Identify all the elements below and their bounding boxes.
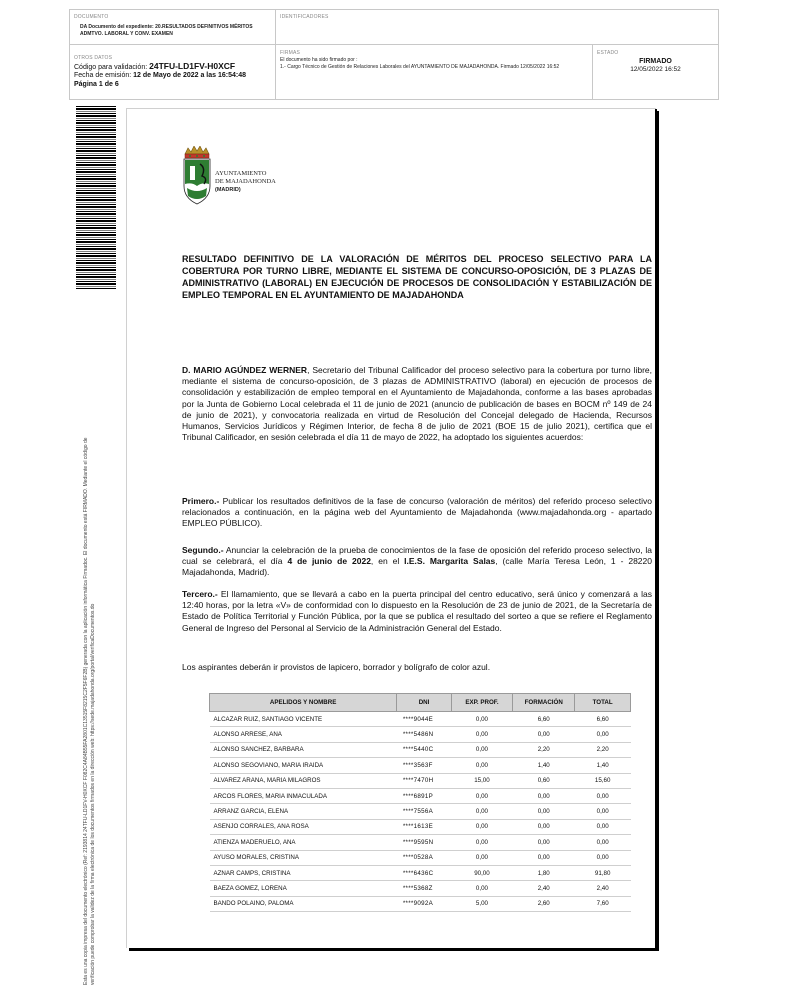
tercero-paragraph	[182, 589, 652, 634]
fecha-prefix: Fecha de emisión:	[74, 72, 132, 79]
table-row	[210, 819, 631, 834]
side-legal-text-1: Esta es una copia impresa del documento electrónico (Ref: 2193814 24TFU-LD1FV-H0XCF F082C4A84B55FA2801C13515F8215C2F5F6F2B) generada con la aplicación informática Firmadoc. El documento está FIRMADO. Mediante el código de	[83, 437, 89, 985]
cell-formacion: 1,80	[513, 865, 575, 880]
cell-exp: 5,00	[451, 896, 512, 911]
cell-total: 0,00	[575, 835, 631, 850]
cell-dni: ****7556A	[397, 804, 451, 819]
segundo-text1: Anunciar la celebración de la prueba de conocimientos de la fase de oposición del referido proceso selectivo, la cual se celebrará, el día	[182, 545, 652, 567]
cell-total: 2,40	[575, 881, 631, 896]
municipality-line1: AYUNTAMIENTO	[215, 170, 267, 177]
intro-paragraph	[182, 365, 652, 443]
header-name: APELIDOS Y NOMBRE	[210, 694, 397, 712]
cell-exp: 0,00	[451, 788, 512, 803]
table-row	[210, 804, 631, 819]
cell-dni: ****1613E	[397, 819, 451, 834]
cell-name: ATIENZA MADERUELO, ANA	[210, 835, 397, 850]
header-otros-box	[69, 44, 276, 100]
cell-dni: ****5486N	[397, 727, 451, 742]
cell-dni: ****5368Z	[397, 881, 451, 896]
cell-dni: ****6436C	[397, 865, 451, 880]
cell-total: 0,00	[575, 819, 631, 834]
cell-formacion: 0,60	[513, 773, 575, 788]
cell-formacion: 1,40	[513, 758, 575, 773]
cell-name: ALVAREZ ARANA, MARIA MILAGROS	[210, 773, 397, 788]
cell-exp: 90,00	[451, 865, 512, 880]
cell-dni: ****5440C	[397, 742, 451, 757]
results-table	[209, 693, 631, 912]
firmas-label: FIRMAS	[280, 50, 301, 56]
estado-label: ESTADO	[597, 50, 619, 56]
segundo-text3: , (calle María Teresa León, 1 - 28220 Majadahonda, Madrid).	[182, 556, 652, 578]
fecha-emision	[74, 72, 246, 81]
segundo-paragraph	[182, 545, 652, 579]
cell-dni: ****9595N	[397, 835, 451, 850]
table-row	[210, 773, 631, 788]
documento-label: DOCUMENTO	[74, 14, 109, 20]
municipality-name	[215, 170, 276, 194]
secretary-name: D. MARIO AGÚNDEZ WERNER	[182, 365, 308, 375]
cell-total: 0,00	[575, 804, 631, 819]
segundo-label: Segundo.-	[182, 545, 224, 555]
primero-paragraph	[182, 496, 652, 530]
cell-exp: 0,00	[451, 712, 512, 727]
fecha-value: 12 de Mayo de 2022 a las 16:54:48	[133, 72, 247, 79]
cell-name: ASENJO CORRALES, ANA ROSA	[210, 819, 397, 834]
table-row	[210, 896, 631, 911]
cell-formacion: 0,00	[513, 819, 575, 834]
primero-text: Publicar los resultados definitivos de la fase de concurso (valoración de méritos) del referido proceso selectivo relacionados a continuación, en la página web del Ayuntamiento de Majadahonda (www.majadahonda.org - apartado EMPLEO PÚBLICO).	[182, 496, 652, 529]
document-page	[126, 108, 656, 948]
municipality-line3: (MADRID)	[215, 187, 241, 193]
cell-name: AZNAR CAMPS, CRISTINA	[210, 865, 397, 880]
cell-dni: ****3563F	[397, 758, 451, 773]
cell-name: BANDO POLAINO, PALOMA	[210, 896, 397, 911]
cell-formacion: 0,00	[513, 727, 575, 742]
cell-total: 0,00	[575, 788, 631, 803]
cell-exp: 0,00	[451, 835, 512, 850]
identificadores-label: IDENTIFICADORES	[280, 14, 329, 20]
firmas-line2: 1.- Cargo Técnico de Gestión de Relaciones Laborales del AYUNTAMIENTO DE MAJADAHONDA. Firmado 12/05/2022 16:52	[280, 64, 560, 70]
cell-total: 6,60	[575, 712, 631, 727]
cell-formacion: 2,60	[513, 896, 575, 911]
barcode	[76, 106, 116, 289]
cell-name: ALCAZAR RUIZ, SANTIAGO VICENTE	[210, 712, 397, 727]
documento-text: DA Documento del expediente: 20.RESULTADOS DEFINITIVOS MÉRITOS ADMTVO. LABORAL Y CONV. EXAMEN	[80, 24, 253, 37]
firmas-line1: El documento ha sido firmado por :	[280, 57, 358, 63]
header-dni: DNI	[397, 694, 451, 712]
cell-name: AYUSO MORALES, CRISTINA	[210, 850, 397, 865]
cell-exp: 0,00	[451, 881, 512, 896]
primero-label: Primero.-	[182, 496, 220, 506]
tercero-text: El llamamiento, que se llevará a cabo en la puerta principal del centro educativo, será único y comenzará a las 12:40 horas, por la letra «V» de conformidad con lo dispuesto en la Resolución de 23 de junio de 2021, de la Secretaría de Estado de Política Territorial y Función Pública, por la que se publica el resultado del sorteo a que se refiere el Reglamento General de Ingreso del Personal al Servicio de la Administración General del Estado.	[182, 589, 652, 633]
header-documento-box	[69, 9, 276, 45]
cell-dni: ****7470H	[397, 773, 451, 788]
cell-name: ARRANZ GARCIA, ELENA	[210, 804, 397, 819]
cell-dni: ****9044E	[397, 712, 451, 727]
cell-total: 7,60	[575, 896, 631, 911]
aspirantes-note: Los aspirantes deberán ir provistos de lapicero, borrador y bolígrafo de color azul.	[182, 662, 491, 672]
codigo-value: 24TFU-LD1FV-H0XCF	[149, 61, 236, 71]
cell-formacion: 0,00	[513, 850, 575, 865]
cell-total: 91,80	[575, 865, 631, 880]
cell-name: BAEZA GOMEZ, LORENA	[210, 881, 397, 896]
cell-formacion: 0,00	[513, 788, 575, 803]
cell-formacion: 0,00	[513, 804, 575, 819]
municipality-crest-icon	[182, 146, 212, 209]
cell-exp: 0,00	[451, 819, 512, 834]
table-row	[210, 712, 631, 727]
cell-exp: 0,00	[451, 758, 512, 773]
pagina-info: Página 1 de 6	[74, 81, 119, 88]
cell-formacion: 0,00	[513, 835, 575, 850]
cell-name: ARCOS FLORES, MARIA INMACULADA	[210, 788, 397, 803]
table-row	[210, 835, 631, 850]
header-total: TOTAL	[575, 694, 631, 712]
table-header-row	[210, 694, 631, 712]
intro-text: , Secretario del Tribunal Calificador del proceso selectivo para la cobertura por turno libre, mediante el sistema de concurso-oposición, de 3 plazas de ADMINISTRATIVO (laboral) en ejecución de procesos de consolidación y estabilización de empleo temporal en el Ayuntamiento de Majadahonda, conforme a las bases aprobadas por la Junta de Gobierno Local celebrada el 11 de junio de 2021 (anuncio de publicación de bases en BOCM nº 149 de 24 de junio de 2021), y convocatoria realizada en virtud de Resolución del Concejal delegado de Hacienda, Recursos Humanos, Servicios Jurídicos y Régimen Interior, de fecha 8 de julio de 2021 (BOE 15 de julio 2021), certifica que el Tribunal Calificador, en sesión celebrada el día 11 de mayo de 2022, ha adoptado los siguientes acuerdos:	[182, 365, 652, 443]
cell-dni: ****6891P	[397, 788, 451, 803]
estado-fecha: 12/05/2022 16:52	[630, 66, 681, 73]
table-row	[210, 865, 631, 880]
cell-name: ALONSO ARRESE, ANA	[210, 727, 397, 742]
table-row	[210, 788, 631, 803]
cell-exp: 0,00	[451, 742, 512, 757]
tercero-label: Tercero.-	[182, 589, 218, 599]
side-legal-text-2: verificación puede comprobar la validez de la firma electrónica de los documentos firmados en la dirección web: https://sede.majadahonda.org/portal/verificaDocumentos.do	[90, 603, 96, 985]
codigo-prefix: Código para validación:	[74, 64, 148, 71]
header-exp: EXP. PROF.	[451, 694, 512, 712]
cell-total: 1,40	[575, 758, 631, 773]
cell-formacion: 6,60	[513, 712, 575, 727]
cell-exp: 15,00	[451, 773, 512, 788]
cell-total: 0,00	[575, 850, 631, 865]
header-identificadores-box	[275, 9, 719, 45]
cell-exp: 0,00	[451, 727, 512, 742]
codigo-validacion	[74, 62, 235, 73]
cell-name: ALONSO SEGOVIANO, MARIA IRAIDA	[210, 758, 397, 773]
header-firmas-box	[275, 44, 593, 100]
cell-dni: ****0528A	[397, 850, 451, 865]
cell-exp: 0,00	[451, 804, 512, 819]
cell-total: 0,00	[575, 727, 631, 742]
header-estado-box	[592, 44, 719, 100]
cell-total: 15,60	[575, 773, 631, 788]
table-row	[210, 758, 631, 773]
document-title: RESULTADO DEFINITIVO DE LA VALORACIÓN DE MÉRITOS DEL PROCESO SELECTIVO PARA LA COBERTURA POR TURNO LIBRE, MEDIANTE EL SISTEMA DE CONCURSO-OPOSICIÓN, DE 3 PLAZAS DE ADMINISTRATIVO (LABORAL) EN EJECUCIÓN DE PROCESOS DE CONSOLIDACIÓN Y ESTABILIZACIÓN DE EMPLEO TEMPORAL EN EL AYUNTAMIENTO DE MAJADAHONDA	[182, 254, 652, 300]
table-row	[210, 727, 631, 742]
cell-formacion: 2,40	[513, 881, 575, 896]
exam-date: 4 de junio de 2022	[287, 556, 371, 567]
header-formacion: FORMACIÓN	[513, 694, 575, 712]
table-row	[210, 881, 631, 896]
cell-name: ALONSO SANCHEZ, BARBARA	[210, 742, 397, 757]
cell-formacion: 2,20	[513, 742, 575, 757]
table-row	[210, 850, 631, 865]
otros-datos-label: OTROS DATOS	[74, 55, 113, 61]
cell-dni: ****9092A	[397, 896, 451, 911]
cell-total: 2,20	[575, 742, 631, 757]
table-row	[210, 742, 631, 757]
exam-place: I.E.S. Margarita Salas	[404, 556, 496, 567]
estado-value: FIRMADO	[639, 58, 672, 65]
cell-exp: 0,00	[451, 850, 512, 865]
segundo-text2: , en el	[370, 556, 405, 567]
municipality-line2: DE MAJADAHONDA	[215, 178, 276, 185]
